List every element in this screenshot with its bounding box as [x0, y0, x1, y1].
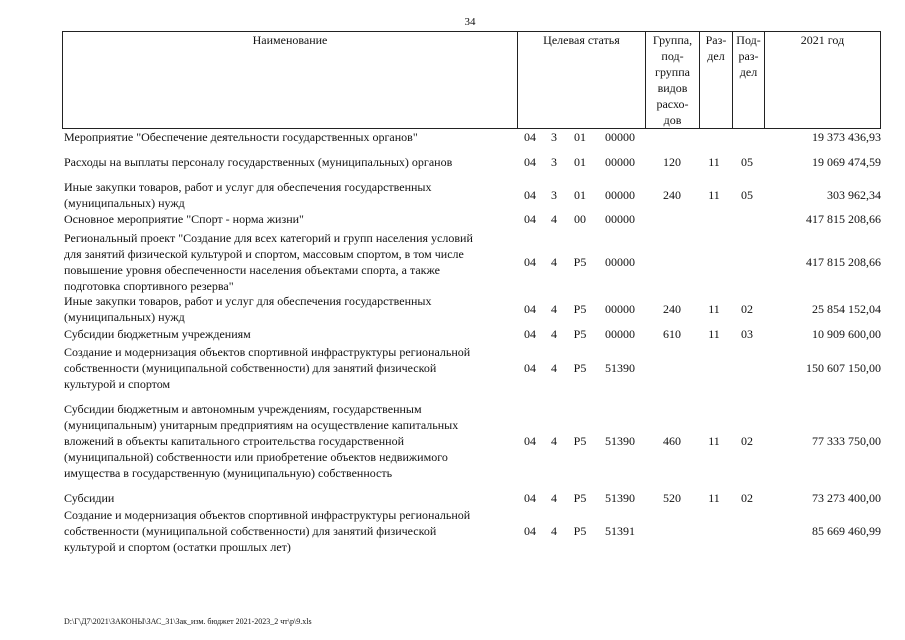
cell-c3: P5 — [573, 361, 587, 375]
cell-c3: 00 — [574, 212, 586, 226]
cell-group: 520 — [663, 491, 681, 505]
cell-group: 460 — [663, 434, 681, 448]
cell-c2: 3 — [551, 155, 557, 169]
cell-subsection: 05 — [741, 155, 753, 169]
row-name-line: собственности (муниципальной собственности) для занятий физической — [64, 524, 437, 538]
row-name — [64, 490, 509, 506]
header-target: Целевая статья — [517, 32, 645, 128]
row-name-line: собственности (муниципальной собственности) для занятий физической — [64, 361, 437, 375]
row-name-line: культурой и спортом (остатки прошлых лет) — [64, 540, 291, 554]
cell-c2: 4 — [551, 255, 557, 269]
row-name-line: вложений в объекты капитального строительства государственной — [64, 434, 404, 448]
cell-amount: 150 607 150,00 — [806, 361, 881, 375]
row-name-line: Субсидии бюджетным учреждениям — [64, 327, 251, 341]
cell-c4: 51390 — [605, 491, 635, 505]
cell-c2: 4 — [551, 524, 557, 538]
cell-c4: 51390 — [605, 434, 635, 448]
cell-subsection: 03 — [741, 327, 753, 341]
table-header — [62, 31, 881, 129]
cell-c3: P5 — [573, 302, 587, 316]
cell-section: 11 — [708, 302, 720, 316]
header-name: Наименование — [62, 32, 517, 128]
cell-c1: 04 — [524, 524, 536, 538]
cell-c1: 04 — [524, 361, 536, 375]
cell-amount: 19 069 474,59 — [812, 155, 881, 169]
cell-c3: P5 — [573, 491, 587, 505]
row-name-line: Основное мероприятие "Спорт - норма жизни" — [64, 212, 304, 226]
cell-c4: 51391 — [605, 524, 635, 538]
row-name — [64, 154, 509, 170]
cell-c3: P5 — [573, 524, 587, 538]
row-name — [64, 344, 509, 392]
cell-c3: 01 — [574, 130, 586, 144]
cell-subsection: 05 — [741, 188, 753, 202]
cell-amount: 10 909 600,00 — [812, 327, 881, 341]
cell-c1: 04 — [524, 155, 536, 169]
row-name — [64, 401, 509, 481]
cell-c2: 3 — [551, 188, 557, 202]
header-group: Группа, под- группа видов расхо- дов — [645, 32, 699, 128]
cell-group: 240 — [663, 188, 681, 202]
header-subsection: Под- раз- дел — [732, 32, 764, 128]
cell-c4: 00000 — [605, 255, 635, 269]
row-name — [64, 293, 509, 325]
cell-c4: 00000 — [605, 130, 635, 144]
cell-c1: 04 — [524, 188, 536, 202]
row-name-line: (муниципальных) нужд — [64, 310, 185, 324]
cell-c2: 4 — [551, 212, 557, 226]
cell-c1: 04 — [524, 327, 536, 341]
row-name-line: Субсидии бюджетным и автономным учреждениям, государственным — [64, 402, 422, 416]
cell-c2: 4 — [551, 361, 557, 375]
cell-subsection: 02 — [741, 434, 753, 448]
cell-c1: 04 — [524, 434, 536, 448]
row-name — [64, 129, 509, 145]
row-name-line: (муниципальным) унитарным предприятиям на осуществление капитальных — [64, 418, 459, 432]
row-name-line: Создание и модернизация объектов спортивной инфраструктуры региональной — [64, 508, 471, 522]
row-name-line: (муниципальных) нужд — [64, 196, 185, 210]
cell-group: 120 — [663, 155, 681, 169]
cell-group: 610 — [663, 327, 681, 341]
cell-c1: 04 — [524, 130, 536, 144]
cell-c4: 00000 — [605, 155, 635, 169]
cell-amount: 417 815 208,66 — [806, 255, 881, 269]
cell-amount: 73 273 400,00 — [812, 491, 881, 505]
row-name — [64, 230, 509, 294]
cell-c4: 00000 — [605, 302, 635, 316]
row-name-line: (муниципальной) собственности или приобретение объектов недвижимого — [64, 450, 448, 464]
header-section: Раз- дел — [699, 32, 732, 128]
cell-amount: 19 373 436,93 — [812, 130, 881, 144]
cell-amount: 417 815 208,66 — [806, 212, 881, 226]
cell-c4: 00000 — [605, 188, 635, 202]
cell-c3: P5 — [573, 327, 587, 341]
row-name-line: Иные закупки товаров, работ и услуг для обеспечения государственных — [64, 294, 432, 308]
cell-amount: 77 333 750,00 — [812, 434, 881, 448]
row-name-line: повышение уровня обеспеченности населения объектами спорта, а также — [64, 263, 440, 277]
file-path: D:\Г\Д7\2021\ЗАКОНЫ\ЗАС_31\Зак_изм. бюджет 2021-2023_2 чт\р\9.xls — [64, 617, 312, 626]
cell-c4: 00000 — [605, 327, 635, 341]
row-name — [64, 211, 509, 227]
cell-c2: 4 — [551, 302, 557, 316]
cell-section: 11 — [708, 491, 720, 505]
cell-c2: 3 — [551, 130, 557, 144]
cell-subsection: 02 — [741, 491, 753, 505]
header-year: 2021 год — [764, 32, 881, 128]
row-name-line: подготовка спортивного резерва" — [64, 279, 234, 293]
row-name-line: Субсидии — [64, 491, 115, 505]
cell-c4: 51390 — [605, 361, 635, 375]
cell-section: 11 — [708, 155, 720, 169]
row-name-line: для занятий физической культурой и спортом, массовым спортом, в том числе — [64, 247, 464, 261]
page-number: 34 — [464, 16, 476, 28]
cell-c2: 4 — [551, 434, 557, 448]
cell-group: 240 — [663, 302, 681, 316]
cell-c3: 01 — [574, 188, 586, 202]
cell-c4: 00000 — [605, 212, 635, 226]
cell-c1: 04 — [524, 302, 536, 316]
row-name — [64, 179, 509, 211]
row-name — [64, 326, 509, 342]
row-name-line: Иные закупки товаров, работ и услуг для обеспечения государственных — [64, 180, 432, 194]
row-name-line: Создание и модернизация объектов спортивной инфраструктуры региональной — [64, 345, 471, 359]
cell-c1: 04 — [524, 255, 536, 269]
row-name-line: Мероприятие "Обеспечение деятельности государственных органов" — [64, 130, 418, 144]
row-name — [64, 507, 509, 555]
cell-section: 11 — [708, 434, 720, 448]
cell-section: 11 — [708, 188, 720, 202]
cell-c3: P5 — [573, 434, 587, 448]
row-name-line: имущества в государственную (муниципальную) собственность — [64, 466, 393, 480]
cell-section: 11 — [708, 327, 720, 341]
cell-amount: 85 669 460,99 — [812, 524, 881, 538]
cell-subsection: 02 — [741, 302, 753, 316]
cell-c3: 01 — [574, 155, 586, 169]
cell-c2: 4 — [551, 491, 557, 505]
row-name-line: Расходы на выплаты персоналу государственных (муниципальных) органов — [64, 155, 453, 169]
cell-amount: 303 962,34 — [827, 188, 881, 202]
row-name-line: Региональный проект "Создание для всех категорий и групп населения условий — [64, 231, 473, 245]
cell-c1: 04 — [524, 212, 536, 226]
cell-c3: P5 — [573, 255, 587, 269]
cell-c1: 04 — [524, 491, 536, 505]
row-name-line: культурой и спортом — [64, 377, 171, 391]
cell-amount: 25 854 152,04 — [812, 302, 881, 316]
cell-c2: 4 — [551, 327, 557, 341]
